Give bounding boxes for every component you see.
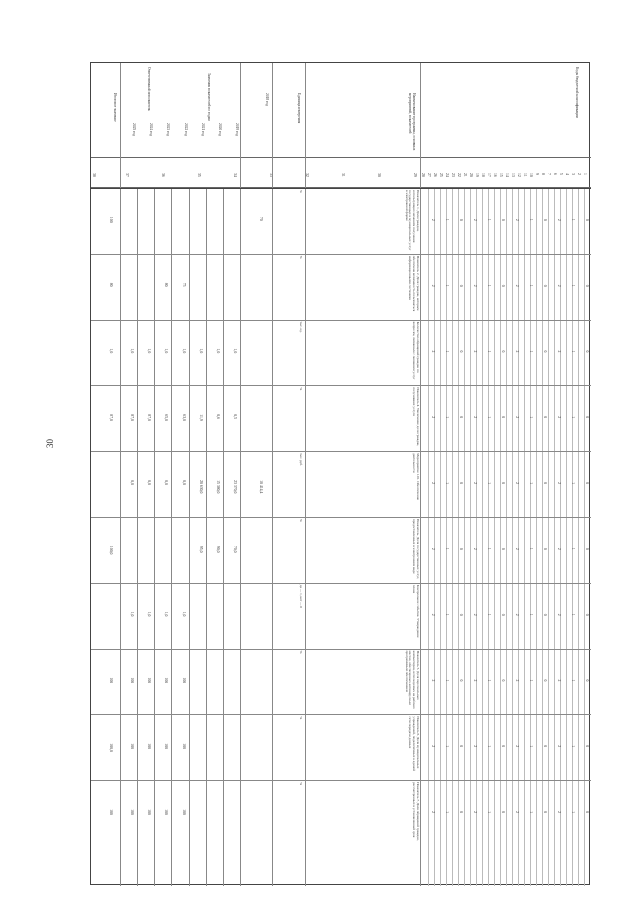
row-unit: % xyxy=(299,387,303,391)
row-value: 87,0 xyxy=(109,414,113,421)
row-code-value: 2 xyxy=(473,547,477,550)
row-value: 87,0 xyxy=(147,414,152,421)
row-code-value: 1 xyxy=(487,679,491,682)
row-code-value: 2 xyxy=(557,218,561,221)
code-subcolumn-divider xyxy=(428,188,429,886)
code-subcolumn-divider xyxy=(464,188,465,886)
row-code-value: 1 xyxy=(445,679,449,682)
row-code-value: 1 xyxy=(487,811,491,813)
column-number: 34 xyxy=(233,173,237,177)
year-header: 2025 год xyxy=(132,123,137,136)
row-code-value: 1 xyxy=(445,811,449,813)
code-subcolumn-divider xyxy=(554,188,555,886)
column-divider xyxy=(120,63,121,886)
row-code-value: 0 xyxy=(585,547,589,550)
code-subcolumn-divider xyxy=(434,188,435,886)
row-value: 1,0 xyxy=(164,611,169,617)
row-value: 100 xyxy=(147,677,152,684)
row-code-value: 2 xyxy=(557,679,561,682)
row-name: Мероприятие 1.01. Обеспечение деятельности xyxy=(412,453,420,501)
row-code-value: 2 xyxy=(473,613,477,616)
row-code-value: 1 xyxy=(529,613,533,616)
row-value: 100 xyxy=(130,743,135,749)
column-number: 22 xyxy=(457,173,461,177)
row-code-value: 2 xyxy=(515,350,519,353)
row-unit: % xyxy=(299,255,303,259)
row-code-value: 2 xyxy=(515,284,519,287)
row-code-value: 2 xyxy=(431,482,435,484)
row-code-value: 1 xyxy=(529,679,533,682)
column-number: 33 xyxy=(269,173,273,177)
row-code-value: 2 xyxy=(473,416,477,419)
row-value: 0,0 xyxy=(147,480,152,485)
row-code-value: 2 xyxy=(473,745,477,748)
column-number: 27 xyxy=(427,173,431,177)
row-code-value: 1 xyxy=(571,350,575,353)
row-code-value: 1 xyxy=(529,284,533,287)
row-unit: тыс. ед. xyxy=(299,321,303,333)
year-header: 2024 год xyxy=(149,123,154,136)
row-code-value: 0 xyxy=(501,284,505,287)
row-code-value: 1 xyxy=(487,416,491,419)
row-code-value: 2 xyxy=(557,482,561,484)
row-code-value: 1 xyxy=(571,482,575,484)
row-value: 0,0 xyxy=(130,480,135,485)
year-divider xyxy=(189,188,190,886)
row-code-value: 1 xyxy=(571,613,575,616)
column-number: 26 xyxy=(433,173,437,177)
row-unit: тыс. руб. xyxy=(299,453,303,467)
row-code-value: 0 xyxy=(459,350,463,353)
row-code-value: 1 xyxy=(445,416,449,419)
row-code-value: 1 xyxy=(529,547,533,550)
code-subcolumn-divider xyxy=(470,188,471,886)
code-subcolumn-divider xyxy=(500,188,501,886)
row-divider xyxy=(91,649,591,650)
column-number: 3 xyxy=(571,173,575,175)
column-number: 28 xyxy=(421,173,425,177)
column-number: 17 xyxy=(487,173,491,177)
column-number: 15 xyxy=(499,173,503,177)
code-subcolumn-divider xyxy=(536,188,537,886)
column-number: 14 xyxy=(505,173,509,177)
row-value: 100 xyxy=(130,809,135,815)
row-value: 70,0 xyxy=(233,545,237,553)
row-code-value: 0 xyxy=(501,218,505,221)
row-code-value: 1 xyxy=(571,416,575,419)
code-subcolumn-divider xyxy=(452,188,453,886)
row-value: 100 xyxy=(181,809,186,815)
row-value: 100 xyxy=(130,677,135,684)
row-unit: да — 1, нет — 0 xyxy=(299,584,303,609)
row-code-value: 1 xyxy=(571,218,575,221)
row-code-value: 0 xyxy=(543,679,547,682)
row-value: 100,0 xyxy=(109,545,113,555)
column-number: 30 xyxy=(377,173,381,177)
column-number: 7 xyxy=(547,173,551,175)
row-code-value: 2 xyxy=(557,811,561,813)
name-col-header: Наименование программы, основных мероприятий, показателей xyxy=(408,93,416,151)
row-code-value: 2 xyxy=(515,811,519,813)
row-value: 1,0 xyxy=(109,348,113,354)
row-code-value: 2 xyxy=(431,811,435,813)
page-number: 30 xyxy=(45,439,55,448)
row-code-value: 2 xyxy=(515,679,519,682)
code-subcolumn-divider xyxy=(572,188,573,886)
row-value: 15 380,0 xyxy=(215,480,220,494)
row-code-value: 2 xyxy=(431,350,435,353)
row-code-value: 2 xyxy=(431,745,435,748)
row-value: 0,6 xyxy=(215,414,220,420)
row-code-value: 2 xyxy=(557,613,561,616)
row-code-value: 1 xyxy=(445,482,449,484)
row-divider xyxy=(91,780,591,781)
row-code-value: 1 xyxy=(445,218,449,221)
code-subcolumn-divider xyxy=(482,188,483,886)
column-number: 25 xyxy=(439,173,443,177)
row-code-value: 1 xyxy=(529,745,533,748)
row-value: 23 370,0 xyxy=(233,480,237,494)
column-number: 9 xyxy=(535,173,539,175)
row-value: 100 xyxy=(164,743,169,749)
row-value: 11,9 xyxy=(198,414,203,421)
row-code-value: 2 xyxy=(473,679,477,682)
row-code-value: 1 xyxy=(487,350,491,353)
row-code-value: 0 xyxy=(543,811,547,813)
row-value: 100 xyxy=(147,809,152,815)
code-subcolumn-divider xyxy=(440,188,441,886)
row-code-value: 2 xyxy=(515,613,519,616)
row-code-value: 1 xyxy=(571,811,575,813)
code-subcolumn-divider xyxy=(512,188,513,886)
row-divider xyxy=(91,254,591,255)
row-code-value: 2 xyxy=(557,416,561,419)
row-code-value: 0 xyxy=(459,679,463,682)
row-code-value: 1 xyxy=(571,679,575,682)
column-number: 36 xyxy=(161,173,165,177)
row-value: 0,0 xyxy=(164,480,169,485)
row-code-value: 0 xyxy=(585,482,589,484)
row-value: 100,0 xyxy=(109,743,113,752)
row-value: 0,0 xyxy=(181,480,186,485)
table-sheet xyxy=(90,62,590,885)
row-code-value: 1 xyxy=(571,745,575,748)
row-code-value: 2 xyxy=(473,350,477,353)
row-value: 70 xyxy=(259,216,263,221)
row-value: 100 xyxy=(147,743,152,749)
row-name: Показатель 5. Доля персональных компьютеров, используемых на рабочих местах, обеспеченных антивирусным программным обеспечением xyxy=(404,650,420,709)
year-divider xyxy=(171,188,172,886)
row-code-value: 2 xyxy=(431,416,435,419)
code-subcolumn-divider xyxy=(446,188,447,886)
row-code-value: 2 xyxy=(557,350,561,353)
year-divider xyxy=(154,188,155,886)
row-code-value: 2 xyxy=(473,482,477,484)
row-divider xyxy=(91,451,591,452)
row-code-value: 0 xyxy=(585,218,589,221)
code-subcolumn-divider xyxy=(530,188,531,886)
year-header: 2022 год xyxy=(183,123,188,136)
row-divider xyxy=(91,385,591,386)
row-divider xyxy=(91,320,591,321)
code-subcolumn-divider xyxy=(488,188,489,886)
row-unit: % xyxy=(299,716,303,720)
column-number: 19 xyxy=(475,173,479,177)
column-number: 37 xyxy=(125,173,129,177)
row-code-value: 2 xyxy=(515,745,519,748)
row-code-value: 1 xyxy=(529,350,533,353)
row-value: 0,5 xyxy=(233,414,237,420)
row-value: 10 414,4 xyxy=(259,480,263,494)
code-subcolumn-divider xyxy=(458,188,459,886)
row-value: 75 xyxy=(181,282,186,287)
row-value: 1,0 xyxy=(233,348,237,354)
row-value: 1,0 xyxy=(198,348,203,354)
year-header: 2023 год xyxy=(166,123,171,136)
column-number: 6 xyxy=(553,173,557,175)
row-code-value: 1 xyxy=(487,745,491,748)
code-subcolumn-divider xyxy=(560,188,561,886)
rotated-table xyxy=(91,63,591,886)
row-code-value: 1 xyxy=(445,284,449,287)
row-code-value: 1 xyxy=(445,547,449,550)
row-code-value: 1 xyxy=(571,284,575,287)
column-number: 13 xyxy=(511,173,515,177)
row-code-value: 0 xyxy=(459,745,463,748)
column-number: 29 xyxy=(413,173,417,177)
row-value: 95,0 xyxy=(198,545,203,553)
row-code-value: 1 xyxy=(445,613,449,616)
row-value: 65,0 xyxy=(164,414,169,421)
column-number: 35 xyxy=(197,173,201,177)
row-code-value: 0 xyxy=(543,284,547,287)
code-subcolumn-divider xyxy=(494,188,495,886)
column-number: 32 xyxy=(305,173,309,177)
row-unit: % xyxy=(299,650,303,654)
code-subcolumn-divider xyxy=(524,188,525,886)
column-number: 21 xyxy=(463,173,467,177)
row-value: 80 xyxy=(164,282,169,287)
row-code-value: 1 xyxy=(487,284,491,287)
row-value: 100 xyxy=(109,677,113,684)
row-code-value: 1 xyxy=(529,416,533,419)
row-value: 20 630,0 xyxy=(198,480,203,494)
codes-group-label: Коды бюджетной классификации xyxy=(575,67,579,118)
row-code-value: 0 xyxy=(543,482,547,484)
row-value: 80 xyxy=(109,282,113,287)
row-code-value: 2 xyxy=(473,284,477,287)
row-code-value: 0 xyxy=(585,811,589,813)
code-subcolumn-divider xyxy=(566,188,567,886)
row-divider xyxy=(91,714,591,715)
column-divider xyxy=(420,63,421,886)
column-number: 38 xyxy=(92,173,96,177)
row-value: 100 xyxy=(109,809,113,815)
row-code-value: 0 xyxy=(501,679,505,682)
code-subcolumn-divider xyxy=(542,188,543,886)
row-name: Количество обращений граждан по вопросам, связанным с оказанием услуг xyxy=(412,321,420,380)
year-divider xyxy=(137,188,138,886)
row-code-value: 0 xyxy=(501,811,505,813)
row-divider xyxy=(91,583,591,584)
row-name: Показатель 7. Доля обращений граждан, рассмотренных в установленный срок xyxy=(412,782,420,841)
row-value: 1,0 xyxy=(181,611,186,617)
row-code-value: 2 xyxy=(431,679,435,682)
row-code-value: 0 xyxy=(585,416,589,419)
row-name: Показатель 4. Увеличение доли граждан, получивших услуги xyxy=(412,387,420,447)
column-number: 2 xyxy=(577,173,581,175)
code-subcolumn-divider xyxy=(506,188,507,886)
column-number: 8 xyxy=(541,173,545,175)
row-code-value: 2 xyxy=(431,547,435,550)
row-name: Показатель. Доля государственных услуг, предоставленных в электронном виде xyxy=(412,519,420,579)
row-code-value: 0 xyxy=(543,547,547,550)
row-code-value: 0 xyxy=(585,679,589,682)
row-code-value: 2 xyxy=(557,547,561,550)
row-code-value: 1 xyxy=(445,745,449,748)
row-value: 100 xyxy=(181,677,186,684)
row-code-value: 0 xyxy=(585,745,589,748)
body-start-divider xyxy=(91,188,591,189)
row-code-value: 1 xyxy=(487,218,491,221)
column-number: 10 xyxy=(529,173,533,177)
column-divider xyxy=(272,63,273,886)
column-number: 5 xyxy=(559,173,563,175)
row-value: 1,0 xyxy=(130,348,135,354)
row-code-value: 0 xyxy=(501,613,505,616)
column-number: 24 xyxy=(445,173,449,177)
responsible-label: Ответственный исполнитель xyxy=(147,67,151,111)
row-code-value: 1 xyxy=(571,547,575,550)
code-subcolumn-divider xyxy=(578,188,579,886)
row-value: 1,0 xyxy=(147,348,152,354)
year-divider xyxy=(206,188,207,886)
row-code-value: 0 xyxy=(501,350,505,353)
column-number: 20 xyxy=(469,173,473,177)
row-code-value: 1 xyxy=(529,482,533,484)
row-code-value: 0 xyxy=(501,482,505,484)
year-header: 2020 год xyxy=(217,123,222,136)
row-code-value: 0 xyxy=(543,218,547,221)
row-value: 90,0 xyxy=(215,545,220,553)
row-code-value: 0 xyxy=(459,613,463,616)
row-value: 63,0 xyxy=(181,414,186,421)
row-value: 100 xyxy=(109,216,113,223)
column-number: 4 xyxy=(565,173,569,175)
row-value: 1,0 xyxy=(130,611,135,617)
row-code-value: 0 xyxy=(459,284,463,287)
row-code-value: 0 xyxy=(543,745,547,748)
row-divider xyxy=(91,517,591,518)
row-unit: % xyxy=(299,519,303,522)
column-number: 16 xyxy=(493,173,497,177)
row-code-value: 0 xyxy=(459,482,463,484)
unit-col-header: Единица измерения xyxy=(297,93,301,124)
row-code-value: 0 xyxy=(501,547,505,550)
row-code-value: 2 xyxy=(557,284,561,287)
row-code-value: 0 xyxy=(501,745,505,748)
indicators-group-label: Значения показателей по годам xyxy=(207,73,211,121)
year-divider xyxy=(223,188,224,886)
row-code-value: 2 xyxy=(431,284,435,287)
row-code-value: 0 xyxy=(543,416,547,419)
row-code-value: 0 xyxy=(543,350,547,353)
column-divider xyxy=(240,63,241,886)
row-value: 1,0 xyxy=(164,348,169,354)
row-code-value: 0 xyxy=(459,218,463,221)
column-number: 12 xyxy=(517,173,521,177)
column-number: 18 xyxy=(481,173,485,177)
row-value: 100 xyxy=(164,677,169,684)
row-code-value: 2 xyxy=(515,482,519,484)
base-year-header: 2018 год xyxy=(265,93,269,106)
row-code-value: 1 xyxy=(529,811,533,813)
row-unit: % xyxy=(299,190,303,193)
row-name: Показатель 1. Доля граждан, использующих механизм получения государственных и муниципальных услуг в электронной форме xyxy=(404,190,420,251)
row-name: Контрольное событие. Утверждение плана xyxy=(412,584,420,638)
row-name: Показатель 2. Доля граждан, которым обеспечена возможность пользоваться информационными системами xyxy=(408,255,420,312)
column-number: 11 xyxy=(523,173,527,177)
row-code-value: 2 xyxy=(431,218,435,221)
row-code-value: 0 xyxy=(543,613,547,616)
row-code-value: 0 xyxy=(585,284,589,287)
row-code-value: 0 xyxy=(585,613,589,616)
code-subcolumn-divider xyxy=(548,188,549,886)
row-code-value: 2 xyxy=(515,547,519,550)
row-code-value: 2 xyxy=(557,745,561,748)
row-code-value: 2 xyxy=(431,613,435,616)
row-code-value: 0 xyxy=(459,547,463,550)
row-code-value: 1 xyxy=(529,218,533,221)
code-subcolumn-divider xyxy=(476,188,477,886)
year-header: 2019 год xyxy=(235,123,239,136)
column-number: 31 xyxy=(341,173,345,177)
column-divider xyxy=(305,63,306,886)
year-header: 2021 год xyxy=(200,123,205,136)
row-value: 1,0 xyxy=(147,611,152,617)
row-code-value: 2 xyxy=(515,218,519,221)
row-code-value: 1 xyxy=(487,482,491,484)
row-unit: % xyxy=(299,782,303,786)
row-value: 1,0 xyxy=(181,348,186,354)
row-value: 100 xyxy=(164,809,169,815)
row-code-value: 2 xyxy=(515,416,519,419)
row-value: 1,0 xyxy=(215,348,220,354)
row-name: Показатель 6. Доля муниципальных учреждений, подключённых к единой сети передачи данных xyxy=(408,716,420,772)
code-subcolumn-divider xyxy=(518,188,519,886)
row-code-value: 0 xyxy=(459,811,463,813)
row-code-value: 0 xyxy=(459,416,463,419)
final-col-header: Итоговое значение xyxy=(113,93,117,122)
column-number: 1 xyxy=(583,173,587,175)
code-subcolumn-divider xyxy=(584,188,585,886)
row-code-value: 1 xyxy=(487,613,491,616)
row-value: 87,0 xyxy=(130,414,135,421)
row-code-value: 2 xyxy=(473,218,477,221)
row-code-value: 0 xyxy=(501,416,505,419)
row-code-value: 2 xyxy=(473,811,477,813)
row-code-value: 1 xyxy=(445,350,449,353)
row-code-value: 1 xyxy=(487,547,491,550)
row-value: 100 xyxy=(181,743,186,749)
column-number: 23 xyxy=(451,173,455,177)
row-code-value: 0 xyxy=(585,350,589,353)
